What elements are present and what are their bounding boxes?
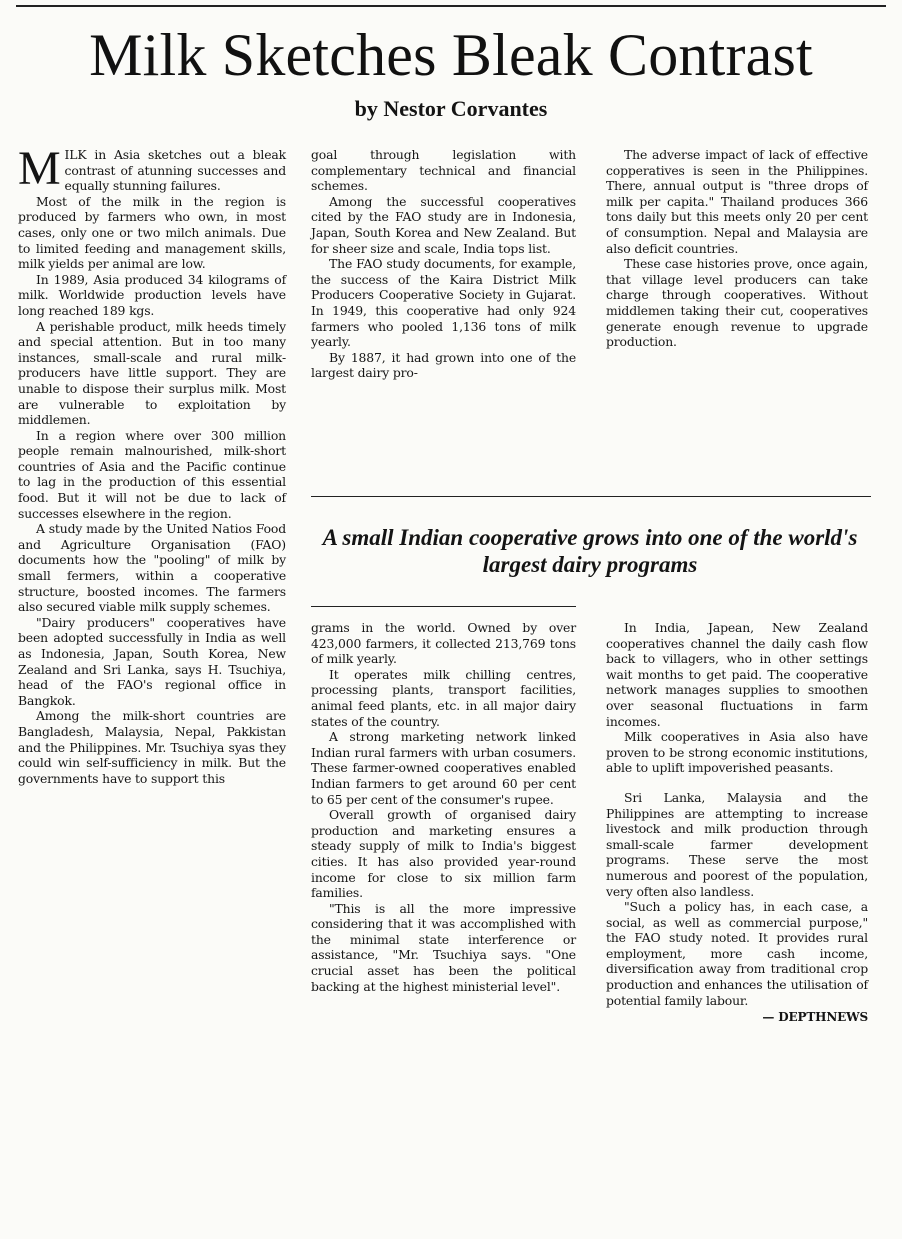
section-rule [311,496,871,497]
column-2-lower [311,620,576,994]
headline: Milk Sketches Bleak Contrast [89,22,813,88]
paragraph: In 1989, Asia produced 34 kilograms of milk. Worldwide production levels have long reached 189 kgs. [18,271,286,318]
byline: by Nestor Corvantes [354,96,548,121]
paragraph: In a region where over 300 million people remain malnourished, milk-short countries of Asia and the Pacific continue to lag in the production of this essential food. But it will not be due to lack of successes elsewhere in the region. [18,427,286,521]
paragraph: Milk cooperatives in Asia also have proven to be strong economic institutions, able to uplift impoverished peasants. [606,729,868,776]
column-2 [311,147,576,381]
paragraph: A perishable product, milk heeds timely and special attention. But in too many instances, small-scale and rural milk-producers have little support. They are unable to dispose their surplus milk. Most are vulnerable to exploitation by middlemen. [18,318,286,428]
drop-cap: M [18,142,61,195]
paragraph: Overall growth of organised dairy production and marketing ensures a steady supply of milk to India's biggest cities. It has also provided year-round income for close to six million farm families. [311,807,576,901]
column-3 [606,147,868,350]
paragraph: "Such a policy has, in each case, a social, as well as commercial purpose," the FAO study noted. It provides rural employment, more cash income, diversification away from traditional crop production and enhances the utilisation of potential family labour. [606,899,868,1008]
paragraph: By 1887, it had grown into one of the largest dairy pro- [311,349,576,381]
paragraph: In India, Japean, New Zealand cooperatives channel the daily cash flow back to villagers, who in other settings wait months to get paid. The cooperative network manages supplies to smoothen over seasonal fluctuations in farm incomes. [606,620,868,729]
paragraph: Among the successful cooperatives cited by the FAO study are in Indonesia, Japan, South Korea and New Zealand. But for sheer size and scale, India tops list. [311,193,576,256]
paragraph: The FAO study documents, for example, the success of the Kaira District Milk Producers Cooperative Society in Gujarat. In 1949, this cooperative had only 924 farmers who pooled 1,136 tons of milk yearly. [311,256,576,350]
paragraph: MILK in Asia sketches out a bleak contrast of atunning successes and equally stunning failures. [18,142,286,195]
column-1 [18,142,286,786]
section-rule-left [311,606,576,607]
paragraph: Sri Lanka, Malaysia and the Philippines are attempting to increase livestock and milk production through small-scale farmer development programs. These serve the most numerous and poorest of the population, very often also landless. [606,789,868,899]
paragraph: These case histories prove, once again, that village level producers can take charge through cooperatives. Without middlemen taking their cut, cooperatives generate enough revenue to upgrade production. [606,256,868,350]
paragraph: A strong marketing network linked Indian rural farmers with urban cosumers. These farmer-owned cooperatives enabled Indian farmers to get around 60 per cent to 65 per cent of the consumer's rupee. [311,729,576,807]
paragraph: goal through legislation with complementary technical and financial schemes. [311,147,576,194]
paragraph: It operates milk chilling centres, processing plants, transport facilities, animal feed plants, etc. in all major dairy states of the country. [311,666,576,729]
column-3-lower [606,620,868,1026]
paragraph: Most of the milk in the region is produced by farmers who own, in most cases, only one or two milch animals. Due to limited feeding and management skills, milk yields per animal are low. [18,193,286,272]
paragraph: grams in the world. Owned by over 423,000 farmers, it collected 213,769 tons of milk yearly. [311,620,576,667]
paragraph: "Dairy producers" cooperatives have been adopted successfully in India as well as Indonesia, Japan, South Korea, New Zealand and Sri Lanka, says H. Tsuchiya, head of the FAO's regional office in Bangkok. [18,614,286,708]
paragraph: "This is all the more impressive considering that it was accomplished with the minimal state interference or assistance, "Mr. Tsuchiya says. "One crucial asset has been the political backing at the highest ministerial level". [311,900,576,994]
paragraph: A study made by the United Natios Food and Agriculture Organisation (FAO) documents how the "pooling" of milk by small fermers, within a cooperative structure, boosted incomes. The farmers also secured viable milk supply schemes. [18,521,286,615]
top-rule [16,5,886,7]
paragraph: Among the milk-short countries are Bangladesh, Malaysia, Nepal, Pakkistan and the Philippines. Mr. Tsuchiya syas they could win self-sufficiency in milk. But the governments have to support this [18,708,286,786]
subhead: A small Indian cooperative grows into one of the world's largest dairy programs [322,525,858,577]
paragraph: The adverse impact of lack of effective copperatives is seen in the Philippines. There, annual output is "three drops of milk per capita." Thailand produces 366 tons daily but this meets only 20 per cent of consumption. Nepal and Malaysia are also deficit countries. [606,147,868,256]
credit: — DEPTHNEWS [762,1010,868,1025]
